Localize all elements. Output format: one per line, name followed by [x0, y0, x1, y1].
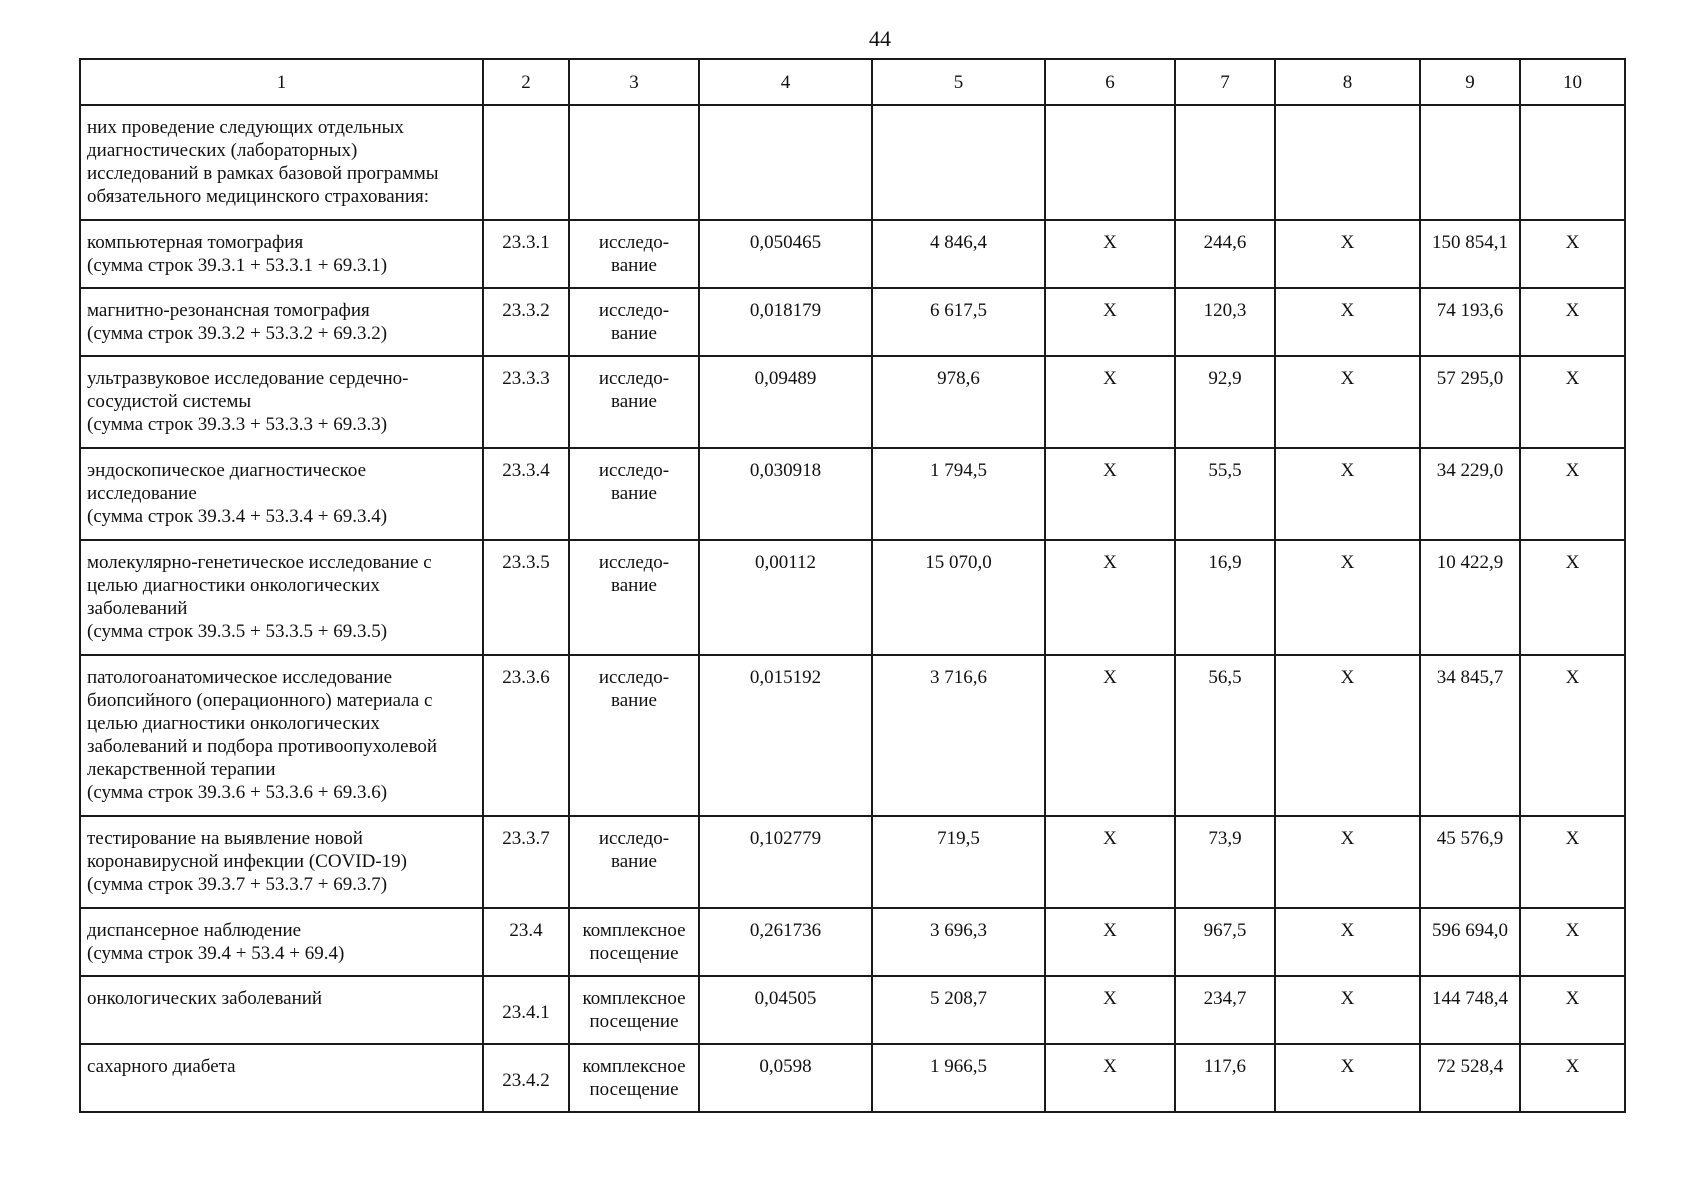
row-unit-line: посещение [589, 1011, 679, 1032]
table-row [80, 356, 1625, 448]
row-value-cell-c5: 719,5 [872, 816, 1045, 908]
column-header: 5 [872, 59, 1045, 105]
column-header: 8 [1275, 59, 1420, 105]
row-unit-line: исследо- [598, 368, 670, 389]
column-header: 9 [1420, 59, 1520, 105]
row-value-cell-c6: X [1045, 655, 1175, 816]
row-unit-line: посещение [589, 1079, 679, 1100]
row-name-cell [80, 908, 483, 976]
row-value-cell-c6: X [1045, 288, 1175, 356]
row-value-cell-c7: 244,6 [1175, 220, 1275, 288]
row-value-cell-c7: 967,5 [1175, 908, 1275, 976]
row-unit-line: исследо- [598, 232, 670, 253]
column-header: 3 [569, 59, 699, 105]
row-value-cell-c9: 10 422,9 [1420, 540, 1520, 655]
row-value-cell-c4: 0,261736 [699, 908, 872, 976]
row-value-cell-c8: X [1275, 356, 1420, 448]
row-unit-line: исследо- [598, 552, 670, 573]
row-value-cell-c4: 0,00112 [699, 540, 872, 655]
column-header: 6 [1045, 59, 1175, 105]
row-name-line: заболеваний [87, 598, 188, 619]
row-name-line: (сумма строк 39.3.7 + 53.3.7 + 69.3.7) [87, 874, 388, 895]
page-number: 44 [869, 26, 891, 51]
row-value-cell-c6: X [1045, 356, 1175, 448]
row-name-line: (сумма строк 39.3.5 + 53.3.5 + 69.3.5) [87, 621, 388, 642]
row-unit-line: вание [611, 391, 657, 412]
row-unit-cell [569, 976, 699, 1044]
row-value-cell-c5: 3 696,3 [872, 908, 1045, 976]
row-value-cell-c10: X [1520, 816, 1625, 908]
table-row [80, 540, 1625, 655]
row-unit-cell [569, 448, 699, 540]
row-value-cell-c9: 74 193,6 [1420, 288, 1520, 356]
row-name-line: лекарственной терапии [87, 759, 276, 780]
row-value-cell-c10: X [1520, 908, 1625, 976]
row-unit-cell [569, 1044, 699, 1112]
row-name-line: патологоанатомическое исследование [87, 667, 393, 688]
row-unit-cell [569, 655, 699, 816]
row-value-cell-c7: 73,9 [1175, 816, 1275, 908]
row-unit-line: комплексное [582, 988, 686, 1009]
intro-text-line: исследований в рамках базовой программы [87, 163, 439, 184]
row-value-cell-c5: 3 716,6 [872, 655, 1045, 816]
row-unit-line: исследо- [598, 460, 670, 481]
intro-text-line: обязательного медицинского страхования: [87, 186, 429, 207]
row-value-cell-c8: X [1275, 976, 1420, 1044]
row-value-cell-c6: X [1045, 816, 1175, 908]
row-name-line: сосудистой системы [87, 391, 252, 412]
row-name-line: эндоскопическое диагностическое [87, 460, 367, 481]
row-value-cell-c9: 34 845,7 [1420, 655, 1520, 816]
row-name-cell [80, 288, 483, 356]
row-code-cell: 23.3.4 [483, 448, 569, 540]
row-value-cell-c8: X [1275, 655, 1420, 816]
row-value-cell-c9: 596 694,0 [1420, 908, 1520, 976]
row-value-cell-c6: X [1045, 540, 1175, 655]
row-value-cell-c10: X [1520, 976, 1625, 1044]
intro-text-line: диагностических (лабораторных) [87, 140, 358, 161]
row-unit-line: комплексное [582, 1056, 686, 1077]
table-row [80, 1044, 1625, 1112]
row-unit-line: вание [611, 575, 657, 596]
row-value-cell-c5: 5 208,7 [872, 976, 1045, 1044]
row-value-cell-c7: 16,9 [1175, 540, 1275, 655]
row-value-cell-c8: X [1275, 288, 1420, 356]
row-value-cell-c5: 1 966,5 [872, 1044, 1045, 1112]
row-value-cell-c7: 55,5 [1175, 448, 1275, 540]
row-value-cell-c7: 120,3 [1175, 288, 1275, 356]
column-header: 7 [1175, 59, 1275, 105]
row-value-cell-c8: X [1275, 1044, 1420, 1112]
row-value-cell-c7: 117,6 [1175, 1044, 1275, 1112]
row-value-cell-c5: 4 846,4 [872, 220, 1045, 288]
empty-cell [569, 105, 699, 220]
row-name-line: заболеваний и подбора противоопухолевой [87, 736, 438, 757]
row-unit-line: исследо- [598, 828, 670, 849]
row-value-cell-c4: 0,09489 [699, 356, 872, 448]
row-code-cell: 23.3.1 [483, 220, 569, 288]
row-value-cell-c6: X [1045, 1044, 1175, 1112]
table-row [80, 908, 1625, 976]
row-value-cell-c5: 1 794,5 [872, 448, 1045, 540]
row-name-cell [80, 976, 483, 1044]
column-header: 2 [483, 59, 569, 105]
row-value-cell-c6: X [1045, 220, 1175, 288]
row-code-cell: 23.3.7 [483, 816, 569, 908]
intro-row [80, 105, 1625, 220]
row-value-cell-c9: 72 528,4 [1420, 1044, 1520, 1112]
row-value-cell-c10: X [1520, 356, 1625, 448]
row-value-cell-c4: 0,050465 [699, 220, 872, 288]
row-value-cell-c5: 15 070,0 [872, 540, 1045, 655]
row-unit-line: комплексное [582, 920, 686, 941]
row-value-cell-c9: 45 576,9 [1420, 816, 1520, 908]
row-value-cell-c8: X [1275, 908, 1420, 976]
row-name-cell [80, 540, 483, 655]
row-value-cell-c9: 34 229,0 [1420, 448, 1520, 540]
table-row [80, 655, 1625, 816]
row-unit-line: исследо- [598, 667, 670, 688]
row-name-cell [80, 1044, 483, 1112]
row-value-cell-c9: 57 295,0 [1420, 356, 1520, 448]
row-value-cell-c8: X [1275, 220, 1420, 288]
empty-cell [1420, 105, 1520, 220]
row-name-line: тестирование на выявление новой [87, 828, 363, 849]
row-unit-line: вание [611, 323, 657, 344]
row-name-line: исследование [87, 483, 197, 504]
table-row [80, 976, 1625, 1044]
row-code-cell: 23.4.1 [483, 976, 569, 1044]
row-name-line: диспансерное наблюдение [87, 920, 302, 941]
row-value-cell-c10: X [1520, 540, 1625, 655]
row-value-cell-c10: X [1520, 288, 1625, 356]
row-name-line: онкологических заболеваний [87, 988, 323, 1009]
row-value-cell-c8: X [1275, 540, 1420, 655]
row-name-cell [80, 655, 483, 816]
row-unit-line: исследо- [598, 300, 670, 321]
row-unit-cell [569, 908, 699, 976]
row-value-cell-c8: X [1275, 816, 1420, 908]
row-value-cell-c10: X [1520, 1044, 1625, 1112]
row-value-cell-c4: 0,102779 [699, 816, 872, 908]
row-unit-cell [569, 540, 699, 655]
row-name-line: молекулярно-генетическое исследование с [87, 552, 432, 573]
row-code-cell: 23.4 [483, 908, 569, 976]
row-name-line: целью диагностики онкологических [87, 575, 380, 596]
row-code-cell: 23.3.2 [483, 288, 569, 356]
table-row [80, 448, 1625, 540]
row-value-cell-c10: X [1520, 448, 1625, 540]
row-name-line: (сумма строк 39.3.6 + 53.3.6 + 69.3.6) [87, 782, 388, 803]
row-name-line: магнитно-резонансная томография [87, 300, 370, 321]
row-value-cell-c5: 6 617,5 [872, 288, 1045, 356]
row-value-cell-c6: X [1045, 448, 1175, 540]
row-unit-cell [569, 816, 699, 908]
intro-text-cell [80, 105, 483, 220]
row-value-cell-c4: 0,0598 [699, 1044, 872, 1112]
empty-cell [483, 105, 569, 220]
column-header: 4 [699, 59, 872, 105]
row-code-cell: 23.3.6 [483, 655, 569, 816]
empty-cell [699, 105, 872, 220]
row-name-line: (сумма строк 39.3.1 + 53.3.1 + 69.3.1) [87, 255, 388, 276]
row-unit-line: вание [611, 255, 657, 276]
row-name-line: компьютерная томография [87, 232, 304, 253]
table-row [80, 288, 1625, 356]
row-value-cell-c10: X [1520, 220, 1625, 288]
row-code-cell: 23.3.5 [483, 540, 569, 655]
row-name-line: ультразвуковое исследование сердечно- [87, 368, 409, 389]
row-value-cell-c6: X [1045, 908, 1175, 976]
intro-text-line: них проведение следующих отдельных [87, 117, 404, 138]
row-value-cell-c4: 0,015192 [699, 655, 872, 816]
row-value-cell-c8: X [1275, 448, 1420, 540]
row-name-line: коронавирусной инфекции (COVID-19) [87, 851, 407, 872]
row-name-line: биопсийного (операционного) материала с [87, 690, 433, 711]
row-unit-line: вание [611, 851, 657, 872]
row-value-cell-c10: X [1520, 655, 1625, 816]
row-unit-line: посещение [589, 943, 679, 964]
table-row [80, 220, 1625, 288]
empty-cell [1275, 105, 1420, 220]
empty-cell [1520, 105, 1625, 220]
row-value-cell-c7: 56,5 [1175, 655, 1275, 816]
row-value-cell-c6: X [1045, 976, 1175, 1044]
row-value-cell-c4: 0,030918 [699, 448, 872, 540]
row-unit-cell [569, 220, 699, 288]
row-value-cell-c9: 144 748,4 [1420, 976, 1520, 1044]
row-name-line: сахарного диабета [87, 1056, 236, 1077]
empty-cell [872, 105, 1045, 220]
row-code-cell: 23.4.2 [483, 1044, 569, 1112]
column-header: 1 [80, 59, 483, 105]
row-value-cell-c7: 234,7 [1175, 976, 1275, 1044]
row-name-line: (сумма строк 39.3.3 + 53.3.3 + 69.3.3) [87, 414, 388, 435]
row-name-line: (сумма строк 39.3.2 + 53.3.2 + 69.3.2) [87, 323, 388, 344]
row-value-cell-c4: 0,018179 [699, 288, 872, 356]
row-unit-cell [569, 288, 699, 356]
row-unit-cell [569, 356, 699, 448]
row-value-cell-c9: 150 854,1 [1420, 220, 1520, 288]
row-code-cell: 23.3.3 [483, 356, 569, 448]
data-table [79, 58, 1626, 1113]
column-header: 10 [1520, 59, 1625, 105]
row-name-cell [80, 220, 483, 288]
row-name-line: (сумма строк 39.3.4 + 53.3.4 + 69.3.4) [87, 506, 388, 527]
header-row [80, 59, 1625, 105]
table-row [80, 816, 1625, 908]
row-value-cell-c4: 0,04505 [699, 976, 872, 1044]
row-name-cell [80, 356, 483, 448]
row-unit-line: вание [611, 483, 657, 504]
row-unit-line: вание [611, 690, 657, 711]
row-name-line: целью диагностики онкологических [87, 713, 380, 734]
row-name-cell [80, 448, 483, 540]
row-value-cell-c7: 92,9 [1175, 356, 1275, 448]
row-name-cell [80, 816, 483, 908]
empty-cell [1045, 105, 1175, 220]
row-value-cell-c5: 978,6 [872, 356, 1045, 448]
row-name-line: (сумма строк 39.4 + 53.4 + 69.4) [87, 943, 345, 964]
empty-cell [1175, 105, 1275, 220]
